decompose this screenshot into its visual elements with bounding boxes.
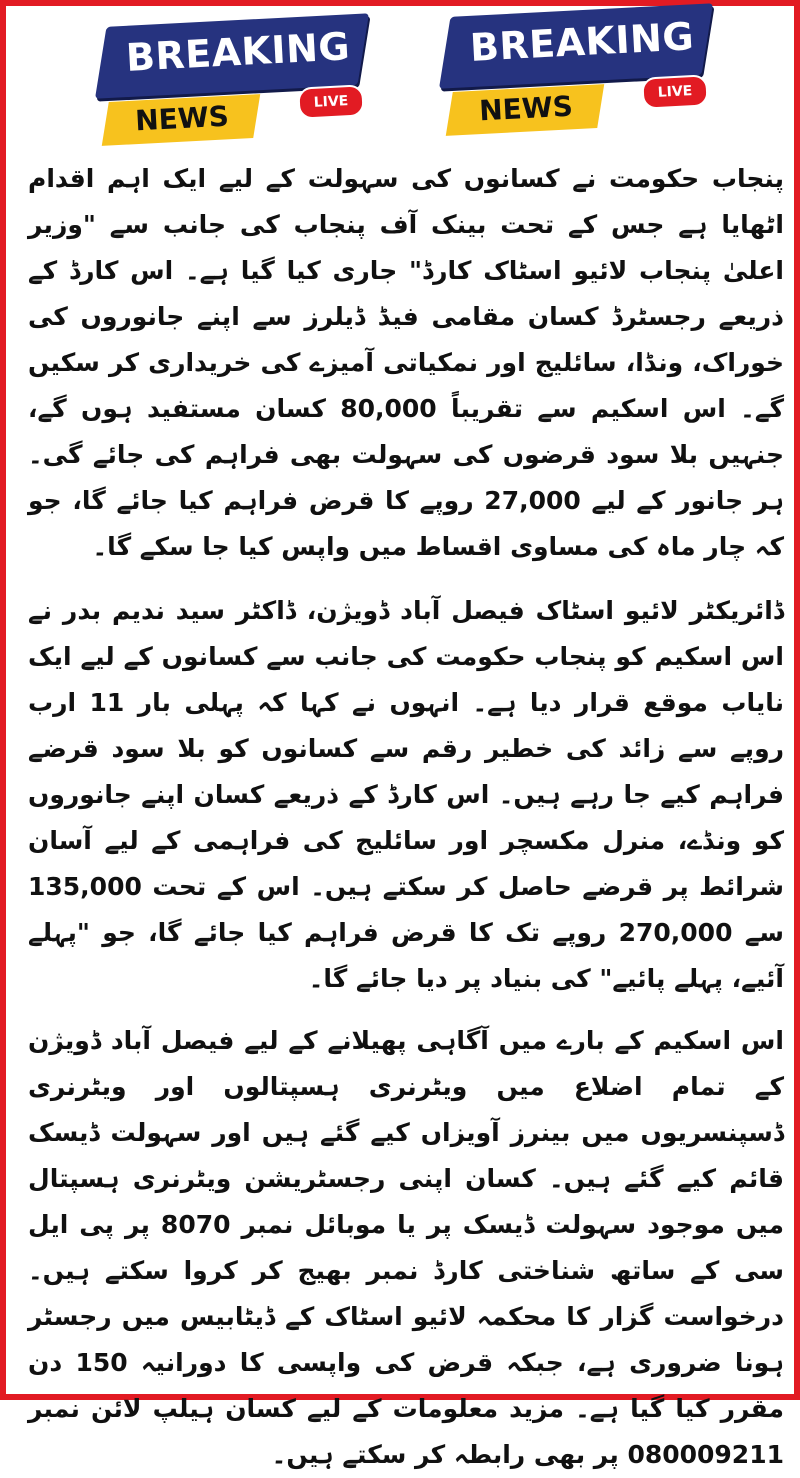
article-paragraph: پنجاب حکومت نے کسانوں کی سہولت کے لیے ایک اہم اقدام اٹھایا ہے جس کے تحت بینک آف پنجاب کی جانب سے "وزیر اعلیٰ پنجاب لائیو اسٹاک کارڈ" جاری کیا گیا ہے۔ اس کارڈ کے ذریعے رجسٹرڈ کسان مقامی فیڈ ڈیلرز سے اپنے جانوروں کی خوراک، ونڈا، سائلیج اور نمکیاتی آمیزے کی خریداری کر سکیں گے۔ اس اسکیم سے تقریباً 80,000 کسان مستفید ہوں گے، جنہیں بلا سود قرضوں کی سہولت بھی فراہم کی جائے گی۔ ہر جانور کے لیے 27,000 روپے کا قرض فراہم کیا جائے گا، جو کہ چار ماہ کی مساوی اقساط میں واپس کیا جا سکے گا۔ [28,164,784,561]
badge-news-label: NEWS [134,99,230,138]
live-pill: LIVE [297,84,365,119]
article-paragraph: ڈائریکٹر لائیو اسٹاک فیصل آباد ڈویژن، ڈاکٹر سید ندیم بدر نے اس اسکیم کو پنجاب حکومت کی جانب سے کسانوں کے لیے ایک نایاب موقع قرار دیا ہے۔ انہوں نے کہا کہ پہلی بار 11 ارب روپے سے زائد کی خطیر رقم سے کسانوں کو بلا سود قرضے فراہم کیے جا رہے ہیں۔ اس کارڈ کے ذریعے کسان اپنے جانوروں کو ونڈے، منرل مکسچر اور سائلیج کی فراہمی کے لیے آسان شرائط پر قرضے حاصل کر سکتے ہیں۔ اس کے تحت 135,000 سے 270,000 روپے تک کا قرض فراہم کیا جائے گا، جو "پہلے آئیے، پہلے پائیے" کی بنیاد پر دیا جائے گا۔ [28,596,785,993]
badge-breaking-label: BREAKING [124,24,352,80]
article-paragraph: اس اسکیم کے بارے میں آگاہی پھیلانے کے لیے فیصل آباد ڈویژن کے تمام اضلاع میں ویٹرنری ہسپتالوں اور ویٹرنری ڈسپنسریوں میں بینرز آویزاں کیے گئے ہیں اور سہولت ڈیسک قائم کیے گئے ہیں۔ کسان اپنی رجسٹریشن ویٹرنری ہسپتال میں موجود سہولت ڈیسک پر یا موبائل نمبر 8070 پر پی ایل سی کے ساتھ شناختی کارڈ نمبر بھیج کر کروا سکتے ہیں۔ درخواست گزار کا محکمہ لائیو اسٹاک کے ڈیٹابیس میں رجسٹر ہونا ضروری ہے، جبکہ قرض کی واپسی کا دورانیہ 150 دن مقرر کیا گیا ہے۔ مزید معلومات کے لیے کسان ہیلپ لائن نمبر 080009211 پر بھی رابطہ کر سکتے ہیں۔ [28,1026,784,1469]
badge-breaking-label: BREAKING [468,14,696,70]
live-pill: LIVE [641,74,709,109]
breaking-news-badge [102,20,382,150]
badge-news-label: NEWS [478,89,574,128]
breaking-news-badge [446,10,726,140]
